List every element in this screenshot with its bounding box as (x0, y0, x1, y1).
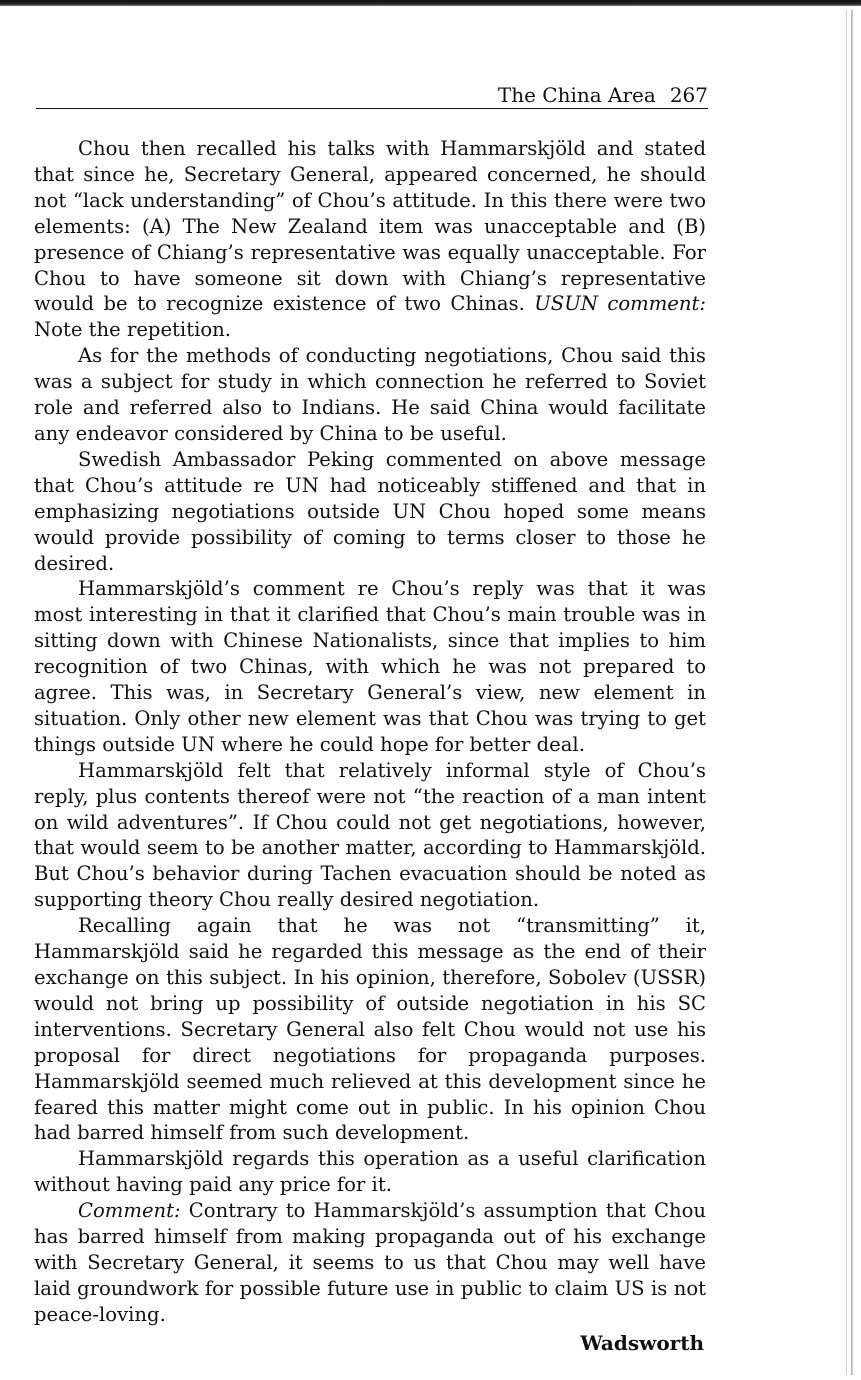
paragraph-7: Hammarskjöld regards this operation as a useful clarification without having paid any price for it. (34, 1147, 706, 1197)
paragraph-5: Hammarskjöld felt that relatively informal style of Chou’s reply, plus contents thereof were not “the reaction of a man intent on wild adventures”. If Chou could not get negotiations, however, that would seem to be another matter, according to Hammarskjöld. But Chou’s behavior during Tachen evacuation should be noted as supporting theory Chou really desired negotiation. (34, 758, 706, 912)
page-number: 267 (669, 83, 708, 107)
paragraph-6: Recalling again that he was not “transmitting” it, Hammarskjöld said he regarded this message as the end of their exchange on this subject. In his opinion, therefore, Sobolev (USSR) would not bring up possibility of outside negotiation in his SC interventions. Secretary General also felt Chou would not use his proposal for direct negotiations for propaganda purposes. Hammarskjöld seemed much relieved at this development since he feared this matter might come out in public. In his opinion Chou had barred himself from such development. (34, 914, 706, 1145)
paragraph-2: As for the methods of conducting negotiations, Chou said this was a subject for study in which connection he referred to Soviet role and referred also to Indians. He said China would facilitate any endeavor considered by China to be useful. (34, 344, 706, 445)
document-body (34, 136, 706, 1356)
comment-label: Comment: (78, 1199, 181, 1223)
signature: Wadsworth (580, 1330, 704, 1355)
scan-top-edge (0, 0, 861, 6)
paragraph-8: Comment: Contrary to Hammarskjöld’s assumption that Chou has barred himself from making propaganda out of his exchange with Secretary General, it seems to us that Chou may well have laid groundwork for possible future use in public to claim US is not peace-loving. (34, 1199, 706, 1326)
scan-right-edge (851, 10, 853, 1375)
running-header-text (498, 82, 708, 108)
usun-comment-label: USUN comment: (534, 292, 706, 316)
paragraph-1: Chou then recalled his talks with Hammarskjöld and stated that since he, Secretary General, appeared concerned, he should not “lack understanding” of Chou’s attitude. In this there were two elements: (A) The New Zealand item was unacceptable and (B) presence of Chiang’s representative was equally unacceptable. For Chou to have someone sit down with Chiang’s representative would be to recognize existence of two Chinas. USUN comment: Note the repetition. (34, 137, 706, 342)
paragraph-3: Swedish Ambassador Peking commented on above message that Chou’s attitude re UN had noticeably stiffened and that in emphasizing negotiations outside UN Chou hoped some means would provide possibility of coming to terms closer to those he desired. (34, 447, 706, 575)
paragraph-4: Hammarskjöld’s comment re Chou’s reply was that it was most interesting in that it clarified that Chou’s main trouble was in sitting down with Chinese Nationalists, since that implies to him recognition of two Chinas, with which he was not prepared to agree. This was, in Secretary General’s view, new element in situation. Only other new element was that Chou was trying to get things outside UN where he could hope for better deal. (34, 577, 706, 756)
scan-right-edge-inner (846, 10, 847, 1375)
running-header (36, 82, 708, 109)
running-title: The China Area (497, 83, 656, 107)
